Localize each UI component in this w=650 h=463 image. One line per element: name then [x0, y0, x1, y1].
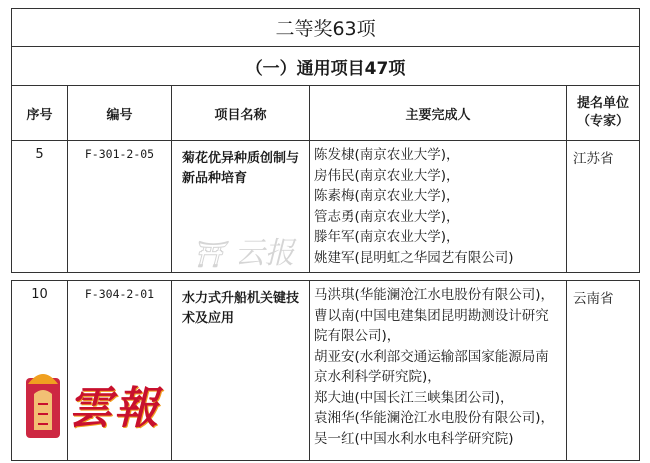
completer: 袁湘华(华能澜沧江水电股份有限公司)， [314, 410, 555, 426]
row-seq: 10 [12, 281, 68, 461]
award-table-header [11, 8, 640, 141]
row-completers [310, 141, 567, 273]
column-header-project-name: 项目名称 [172, 86, 310, 141]
row-nominator: 江苏省 [567, 141, 640, 273]
completer: 房伟民(南京农业大学)， [314, 167, 460, 184]
completer: 吴一红(中国水利水电科学研究院) [314, 430, 514, 447]
completer: 陈素梅(南京农业大学)， [314, 188, 460, 204]
watermark-center: ⛩ 云报 [192, 236, 295, 271]
completer: 姚建军(昆明虹之华园艺有限公司) [314, 249, 514, 266]
completer: 马洪琪(华能澜沧江水电股份有限公司)， [314, 287, 555, 303]
column-header-seq: 序号 [12, 86, 68, 141]
yunbao-logo [22, 364, 172, 444]
completer: 管志勇(南京农业大学)， [314, 208, 460, 225]
logo-text: 雲報 [68, 383, 160, 434]
completer: 胡亚安(水利部交通运输部国家能源局南京水利科学研究院)， [314, 348, 549, 385]
row-seq: 5 [12, 141, 68, 273]
column-header-nominator: 提名单位 （专家） [567, 86, 640, 141]
row-completers [310, 281, 567, 461]
completer: 滕年军(南京农业大学)， [314, 229, 460, 245]
column-header-completers: 主要完成人 [310, 86, 567, 141]
completer: 郑大迪(中国长江三峡集团公司)， [314, 389, 514, 406]
column-header-code: 编号 [68, 86, 172, 141]
row-project-name: 菊花优异种质创制与新品种培育 [172, 141, 310, 273]
row-code: F-301-2-05 [68, 141, 172, 273]
table-title: 二等奖63项 [12, 9, 640, 47]
watermark-glyph-icon: ⛩ [192, 240, 226, 270]
table-row [11, 140, 640, 273]
completer: 陈发棣(南京农业大学)， [314, 147, 460, 163]
row-project-name: 水力式升船机关键技术及应用 [172, 281, 310, 461]
table-subtitle: （一）通用项目47项 [12, 47, 640, 86]
row-nominator: 云南省 [567, 281, 640, 461]
completer: 曹以南(中国电建集团昆明勘测设计研究院有限公司)， [314, 307, 549, 344]
row-code: F-304-2-01 [68, 281, 172, 461]
